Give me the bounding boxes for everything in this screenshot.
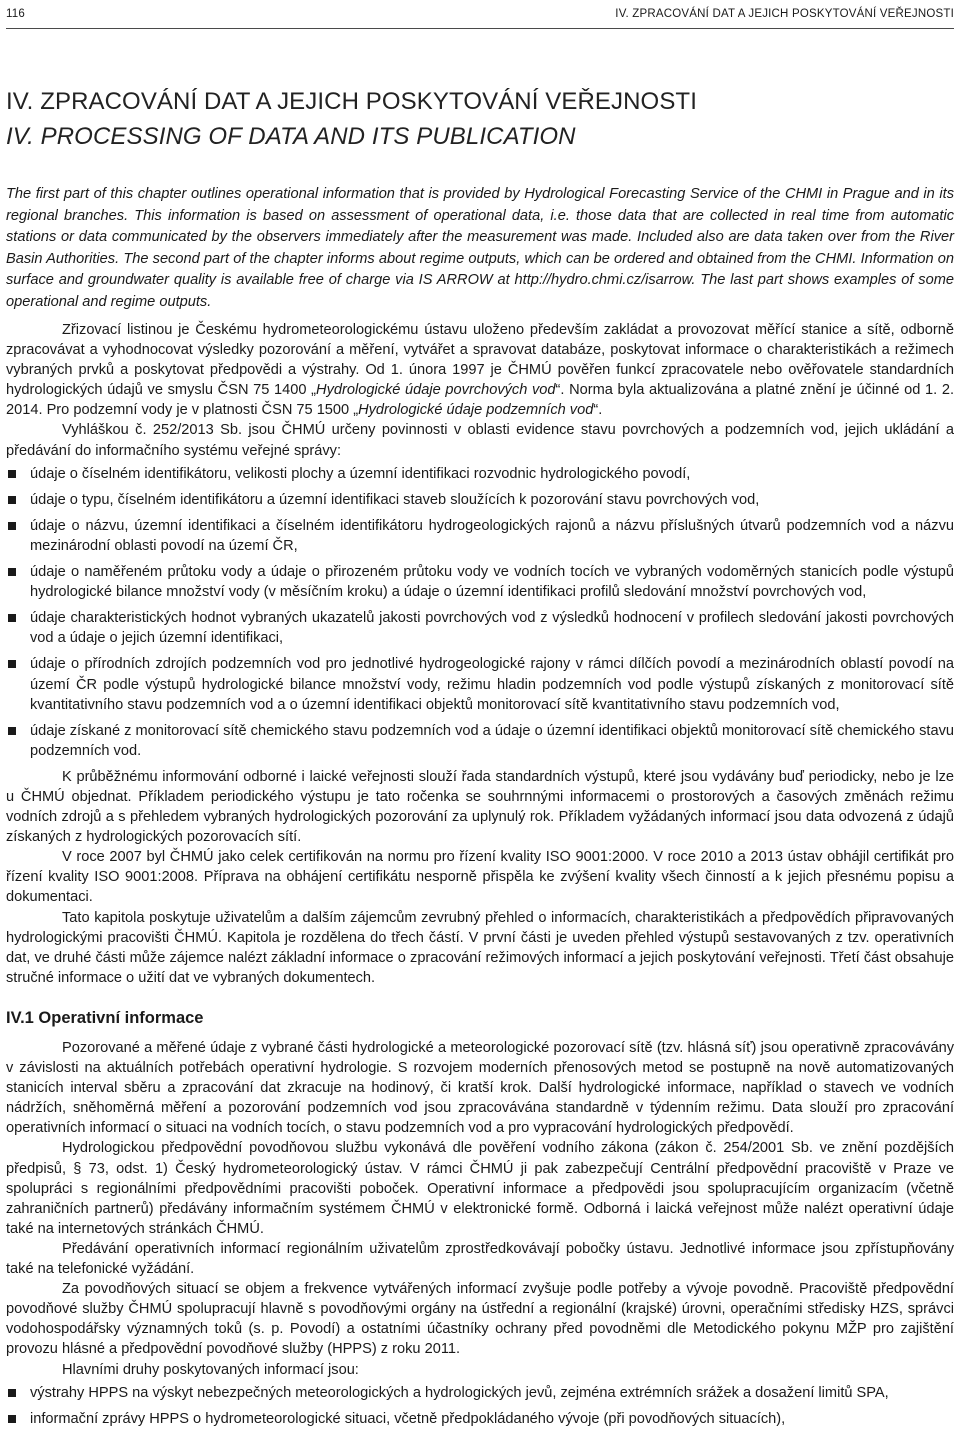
paragraph-forecast-service: Hydrologickou předpovědní povodňovou službu vykonává dle pověření vodního zákona (zákon č. 254/2001 Sb. ve znění pozdějších předpisů, § 73, odst. 1) Český hydrometeorologický ústav. V rámci ČHMÚ ji pak zabezpečují Centrální předpovědní pracoviště v Praze ve spolupráci s regionálními předpovědními pracovišti poboček. Operativní informace a předpovědi jsou spolupracujícím organizacím (včetně zahraničních partnerů) předávány informačním systémem ČHMÚ v elektronické formě. Odborná i laická veřejnost může nalézt operativní údaje také na internetových stránkách ČHMÚ.	[6, 1140, 954, 1237]
list-item: údaje o naměřeném průtoku vody a údaje o přirozeném průtoku vody ve vodních tocích ve vybraných vodoměrných stanicích podle výstupů hydrologické bilance množství vody (v měsíčním kroku) a údaje o územní identifikaci profilů sledování množství povrchových vod,	[6, 562, 954, 602]
chapter-title-czech: IV. ZPRACOVÁNÍ DAT A JEJICH POSKYTOVÁNÍ VEŘEJNOSTI	[6, 88, 697, 115]
section-heading-iv1: IV.1 Operativní informace	[6, 1008, 204, 1027]
list-item: údaje o číselném identifikátoru, velikosti plochy a územní identifikaci rozvodnic hydrologického povodí,	[6, 464, 954, 484]
obligations-list	[6, 464, 954, 761]
list-item: údaje charakteristických hodnot vybraných ukazatelů jakosti povrchových vod z výsledků hodnocení v profilech sledování jakosti povrchových vod a údaje o jejich územní identifikaci,	[6, 608, 954, 648]
paragraph-main-info-types: Hlavními druhy poskytovaných informací jsou:	[62, 1361, 359, 1378]
paragraph-standard-outputs: K průběžnému informování odborné i laické veřejnosti slouží řada standardních výstupů, které jsou vydávány buď periodicky, nebo je lze u ČHMÚ objednat. Příkladem periodického výstupu je tato ročenka se souhrnnými informacemi o prostorových a časových změnách režimu vodních zdrojů a s přehledem vybraných hydrologických pozorování za uplynulý rok. Příkladem vyžádaných informací jsou data odvozená z údajů získaných z hydrologických pozorovacích sítí.	[6, 768, 954, 846]
list-item: informační zprávy HPPS o hydrometeorologické situaci, včetně předpokládaného vývoje (při povodňových situacích),	[6, 1409, 954, 1429]
paragraph-flood-situations: Za povodňových situací se objem a frekvence vytvářených informací zvyšuje podle potřeby a vývoje povodně. Pracoviště předpovědní povodňové služby ČHMÚ spolupracují hlavně s povodňovými orgány na ústřední a regionální (krajské) úrovni, operačními středisky HZS, správci vodohospodářsky významných toků (s. p. Povodí) a ostatními účastníky ochrany před povodněmi dle Metodického pokynu MŽP pro zajištění provozu hlásné a předpovědní povodňové služby (HPPS) z roku 2011.	[6, 1281, 954, 1358]
list-item: výstrahy HPPS na výskyt nebezpečných meteorologických a hydrologických jevů, zejména extrémních srážek a dosažení limitů SPA,	[6, 1383, 954, 1403]
paragraph-certification: V roce 2007 byl ČHMÚ jako celek certifikován na normu pro řízení kvality ISO 9001:2000. V roce 2010 a 2013 ústav obhájil certifikát pro řízení kvality ISO 9001:2008. Příprava na obhájení certifikátu nesporně přispěla ke zvýšení kvality všech činností a k jejich přesnému popisu a dokumentaci.	[6, 849, 954, 906]
chapter-body	[6, 320, 954, 1435]
list-item: údaje získané z monitorovací sítě chemického stavu podzemních vod a údaje o územní identifikaci objektů monitorovací sítě chemického stavu podzemních vod.	[6, 721, 954, 761]
info-types-list	[6, 1383, 954, 1429]
english-abstract: The first part of this chapter outlines operational information that is provided by Hydrological Forecasting Service of the CHMI in Prague and in its regional branches. This information is based on assessment of operational data, i.e. those data that are collected in real time from automatic stations or data communicated by the observers immediately after the measurement was made. Included also are data taken over from the River Basin Authorities. The second part of the chapter informs about regime outputs, which can be ordered and obtained from the CHMI. Information on surface and groundwater quality is available free of charge via IS ARROW at http://hydro.chmi.cz/isarrow. The last part shows examples of some operational and regime outputs.	[6, 186, 954, 310]
running-header	[6, 6, 954, 29]
paragraph-regional-users: Předávání operativních informací regionálním uživatelům zprostředkovávají pobočky ústavu. Jednotlivé informace jsou zpřístupňovány také na telefonické vyžádání.	[6, 1240, 954, 1278]
intro-paragraph-decree: Vyhláškou č. 252/2013 Sb. jsou ČHMÚ určeny povinnosti v oblasti evidence stavu povrchových a podzemních vod, jejich ukládání a předávání do informačního systému veřejné správy:	[6, 422, 954, 459]
intro-paragraph: Zřizovací listinou je Českému hydrometeorologickému ústavu uloženo především zakládat a provozovat měřící stanice a sítě, odborně zpracovávat a vyhodnocovat výsledky pozorování a měření, vytvářet a spravovat databáze, poskytovat informace o charakteristikách a režimech vybraných prvků a poskytovat předpovědi a výstrahy. Od 1. února 1997 je ČHMÚ pověřen funkcí zpracovatele nebo ověřovatele standardních hydrologických údajů ve smyslu ČSN 75 1400 „Hydrologické údaje povrchových vod“. Norma byla aktualizována a platné znění je účinné od 1. 2. 2014. Pro podzemní vody je v platnosti ČSN 75 1500 „Hydrologické údaje podzemních vod“.	[6, 322, 954, 419]
running-section-title: IV. ZPRACOVÁNÍ DAT A JEJICH POSKYTOVÁNÍ VEŘEJNOSTI	[615, 8, 954, 20]
list-item: údaje o typu, číselném identifikátoru a územní identifikaci staveb sloužících k pozorování stavu povrchových vod,	[6, 490, 954, 510]
list-item: údaje o názvu, územní identifikaci a číselném identifikátoru hydrogeologických rajonů a názvu příslušných útvarů podzemních vod a názvu mezinárodní oblasti povodí na území ČR,	[6, 516, 954, 556]
paragraph-chapter-overview: Tato kapitola poskytuje uživatelům a dalším zájemcům zevrubný přehled o informacích, charakteristikách a předpovědích připravovaných hydrologickými pracovišti ČHMÚ. Kapitola je rozdělena do třech částí. V první části je uveden přehled výstupů sestavovaných z tzv. operativních dat, ve druhé části může zájemce nalézt základní informace o zpracování režimových informací a jejich poskytování veřejnosti. Třetí část obsahuje stručné informace o užití dat ve vybraných dokumentech.	[6, 909, 954, 986]
list-item: údaje o přírodních zdrojích podzemních vod pro jednotlivé hydrogeologické rajony v rámci dílčích povodí a mezinárodních oblastí povodí na území ČR podle výstupů hydrologické bilance množství vody, režimu hladin podzemních vod podle výstupů získaných z monitorovací sítě kvantitativního stavu podzemních vod a o územní identifikaci objektů monitorovací sítě kvantitativního stavu podzemních vod,	[6, 654, 954, 714]
chapter-titles	[6, 88, 954, 152]
paragraph-operational-data: Pozorované a měřené údaje z vybrané části hydrologické a meteorologické pozorovací sítě (tzv. hlásná síť) jsou operativně zpracovávány v závislosti na aktuálních potřebách operativní hydrologie. S rozvojem moderních přenosových metod se postupně na nově automatizovaných stanicích interval sběru a zpracování dat zkracuje na hodinový, či kratší krok. Další hydrologické informace, například o stavech ve vodních nádržích, sněhoměrná měření a pozorování podzemních vod jsou zpracovávána standardně v týdenním režimu. Data slouží pro zpracování operativních informací o situaci na vodních tocích, o stavu podzemních vod a pro vypracování hydrologických předpovědí.	[6, 1040, 954, 1137]
page-number: 116	[6, 8, 25, 20]
chapter-title-english: IV. PROCESSING OF DATA AND ITS PUBLICATION	[6, 122, 576, 150]
